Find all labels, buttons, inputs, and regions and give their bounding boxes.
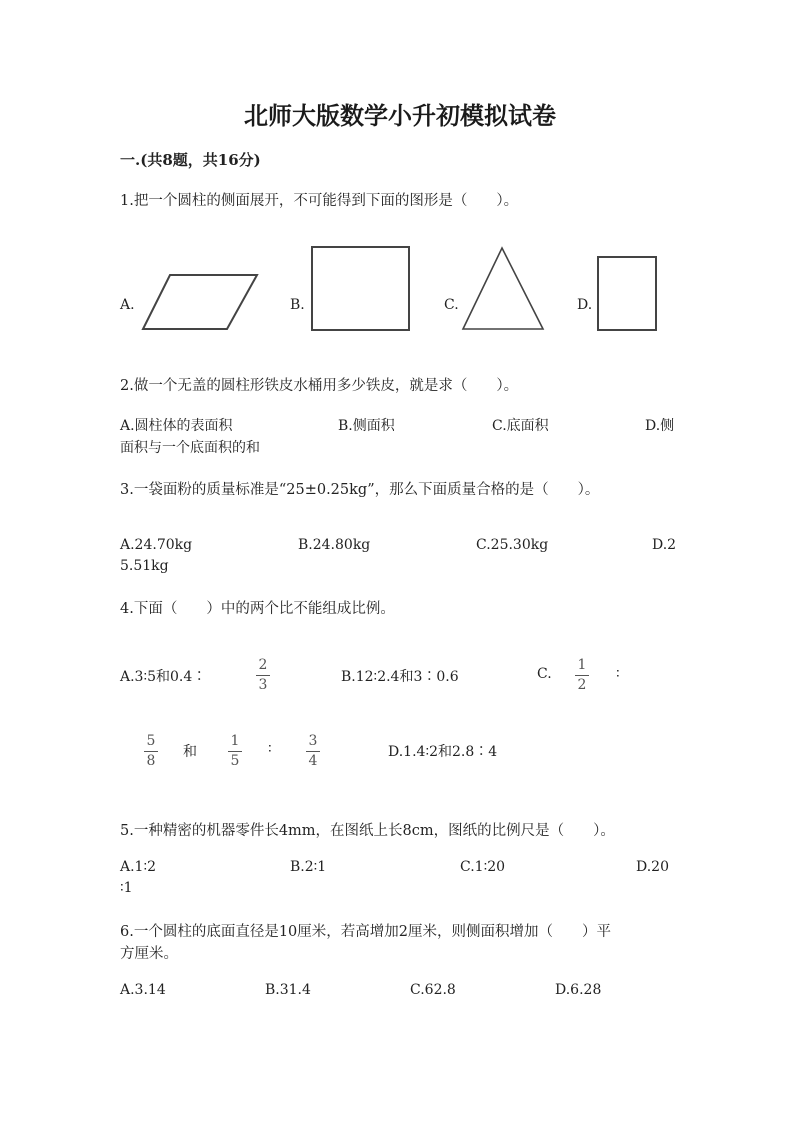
fraction-bar bbox=[306, 751, 320, 752]
question-1-text: 1.把一个圆柱的侧面展开，不可能得到下面的图形是（ ）。 bbox=[120, 193, 519, 209]
q1-option-b-label: B. bbox=[290, 297, 305, 313]
q2-option-b: B.侧面积 bbox=[338, 418, 395, 434]
q2-option-c: C.底面积 bbox=[492, 418, 549, 434]
q4-c-fraction-3 bbox=[228, 733, 242, 770]
q2-option-a: A.圆柱体的表面积 bbox=[120, 418, 233, 434]
fraction-denominator: 8 bbox=[146, 753, 156, 769]
fraction-numerator: 1 bbox=[577, 657, 587, 673]
fraction-denominator: 3 bbox=[258, 677, 268, 693]
q3-option-b: B.24.80kg bbox=[298, 537, 371, 553]
fraction-numerator: 5 bbox=[146, 733, 156, 749]
square-shape bbox=[310, 245, 412, 333]
q5-option-d-cont: ∶1 bbox=[120, 880, 133, 896]
q6-option-d: D.6.28 bbox=[555, 982, 602, 998]
and-word: 和 bbox=[183, 744, 197, 760]
q1-option-d-label: D. bbox=[577, 297, 593, 313]
q4-c-fraction-1 bbox=[575, 657, 589, 694]
q5-option-a: A.1∶2 bbox=[120, 859, 157, 875]
q3-option-d-cont: 5.51kg bbox=[120, 558, 169, 574]
q6-option-a: A.3.14 bbox=[120, 982, 166, 998]
question-5-text: 5.一种精密的机器零件长4mm，在图纸上长8cm，图纸的比例尺是（ ）。 bbox=[120, 823, 615, 839]
q2-option-d-cont: 面积与一个底面积的和 bbox=[120, 440, 260, 456]
q4-option-b: B.12∶2.4和3∶0.6 bbox=[341, 669, 459, 685]
q4-c-fraction-4 bbox=[306, 733, 320, 770]
q3-option-d-start: D.2 bbox=[652, 537, 677, 553]
section-heading: 一.(共8题，共16分) bbox=[120, 151, 261, 169]
fraction-bar bbox=[144, 751, 158, 752]
fraction-bar bbox=[575, 675, 589, 676]
ratio-colon: ∶ bbox=[268, 741, 272, 757]
q5-option-b: B.2∶1 bbox=[290, 859, 327, 875]
rectangle-shape bbox=[596, 255, 658, 333]
q4-option-d: D.1.4∶2和2.8∶4 bbox=[388, 744, 498, 760]
q2-option-d-start: D.侧 bbox=[645, 418, 675, 434]
q4-a-fraction bbox=[256, 657, 270, 694]
question-2-text: 2.做一个无盖的圆柱形铁皮水桶用多少铁皮，就是求（ ）。 bbox=[120, 378, 519, 394]
fraction-bar bbox=[256, 675, 270, 676]
fraction-bar bbox=[228, 751, 242, 752]
ratio-colon: ∶ bbox=[616, 666, 620, 682]
question-6-text: 6.一个圆柱的底面直径是10厘米，若高增加2厘米，则侧面积增加（ ）平 bbox=[120, 924, 612, 940]
question-3-text: 3.一袋面粉的质量标准是“25±0.25kg”，那么下面质量合格的是（ ）。 bbox=[120, 482, 600, 498]
question-6-text-cont: 方厘米。 bbox=[120, 946, 178, 962]
q4-option-c-label: C. bbox=[537, 666, 552, 682]
q6-option-c: C.62.8 bbox=[410, 982, 456, 998]
q1-option-c-label: C. bbox=[444, 297, 459, 313]
triangle-shape bbox=[460, 245, 546, 333]
q3-option-a: A.24.70kg bbox=[120, 537, 193, 553]
q3-option-c: C.25.30kg bbox=[476, 537, 549, 553]
fraction-numerator: 1 bbox=[230, 733, 240, 749]
fraction-denominator: 2 bbox=[577, 677, 587, 693]
parallelogram-shape bbox=[140, 272, 260, 332]
q1-option-a-label: A. bbox=[120, 297, 135, 313]
fraction-denominator: 5 bbox=[230, 753, 240, 769]
fraction-numerator: 3 bbox=[308, 733, 318, 749]
q5-option-c: C.1∶20 bbox=[460, 859, 506, 875]
question-4-text: 4.下面（ ）中的两个比不能组成比例。 bbox=[120, 601, 395, 617]
q4-c-fraction-2 bbox=[144, 733, 158, 770]
q4-option-a: A.3∶5和0.4∶ bbox=[120, 669, 207, 685]
page-title: 北师大版数学小升初模拟试卷 bbox=[244, 101, 556, 130]
q5-option-d-start: D.20 bbox=[636, 859, 669, 875]
fraction-numerator: 2 bbox=[258, 657, 268, 673]
fraction-denominator: 4 bbox=[308, 753, 318, 769]
q6-option-b: B.31.4 bbox=[265, 982, 311, 998]
